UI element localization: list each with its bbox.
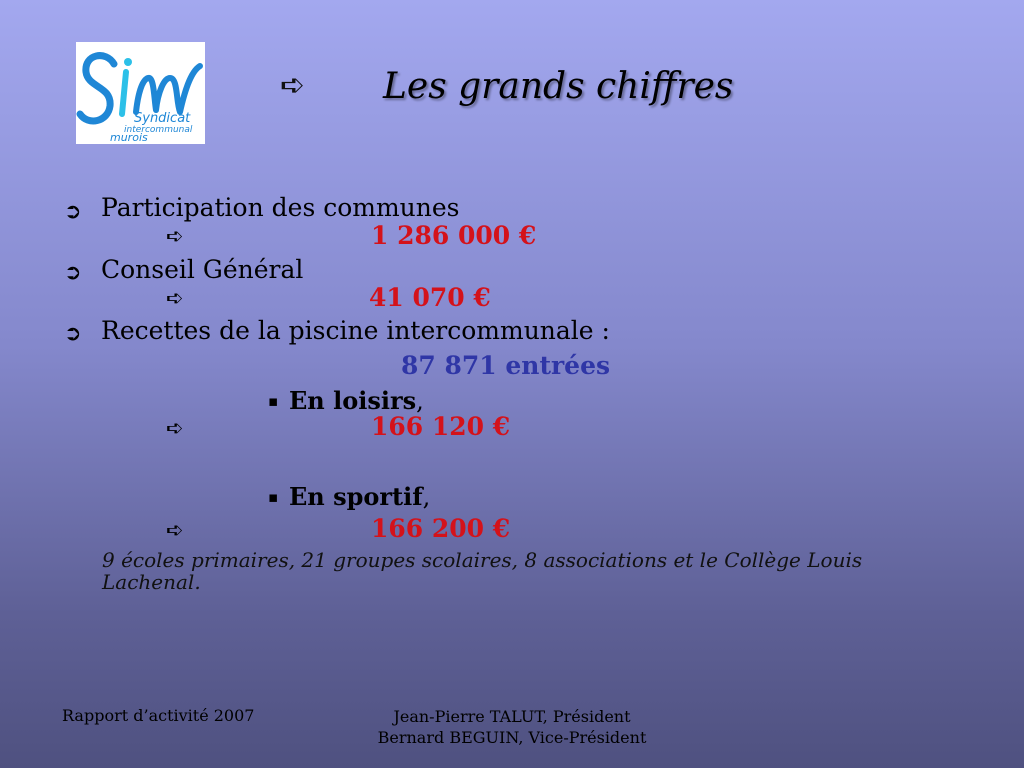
footer-line: Jean-Pierre TALUT, Président — [393, 707, 631, 726]
item-label: Recettes de la piscine intercommunale : — [101, 316, 610, 345]
entries-value: 87 871 entrées — [401, 351, 611, 380]
logo-line-2: intercommunal — [124, 125, 193, 135]
hollow-right-arrow-icon: ➪ — [166, 416, 184, 440]
hollow-right-arrow-icon: ➪ — [166, 224, 184, 248]
amount-value: 41 070 € — [369, 283, 491, 312]
logo-line-3: murois — [110, 131, 148, 144]
item-label: Conseil Général — [101, 255, 304, 284]
subitem-label: En sportif, — [289, 482, 431, 511]
item-label: Participation des communes — [101, 193, 460, 222]
curved-arrow-bullet-icon: ➲ — [64, 321, 82, 345]
curved-arrow-bullet-icon: ➲ — [64, 199, 82, 223]
note-text: 9 écoles primaires, 21 groupes scolaires, 8 associations et le Collège Louis Lachenal. — [102, 548, 863, 594]
square-bullet-icon: ▪ — [268, 392, 279, 410]
amount-value: 166 200 € — [371, 514, 511, 543]
hollow-right-arrow-icon: ➪ — [166, 286, 184, 310]
hollow-right-arrow-icon: ➪ — [280, 68, 306, 103]
subitem-label: En loisirs, — [289, 386, 424, 415]
footer-report: Rapport d’activité 2007 — [62, 706, 255, 725]
hollow-right-arrow-icon: ➪ — [166, 518, 184, 542]
sim-logo — [76, 42, 205, 144]
curved-arrow-bullet-icon: ➲ — [64, 260, 82, 284]
amount-value: 166 120 € — [371, 412, 511, 441]
square-bullet-icon: ▪ — [268, 488, 279, 506]
amount-value: 1 286 000 € — [371, 221, 537, 250]
footer-line: Bernard BEGUIN, Vice-Président — [377, 728, 647, 747]
logo-line-1: Syndicat — [134, 111, 191, 126]
footer-authors — [362, 706, 662, 748]
page-title: Les grands chiffres — [383, 66, 734, 107]
